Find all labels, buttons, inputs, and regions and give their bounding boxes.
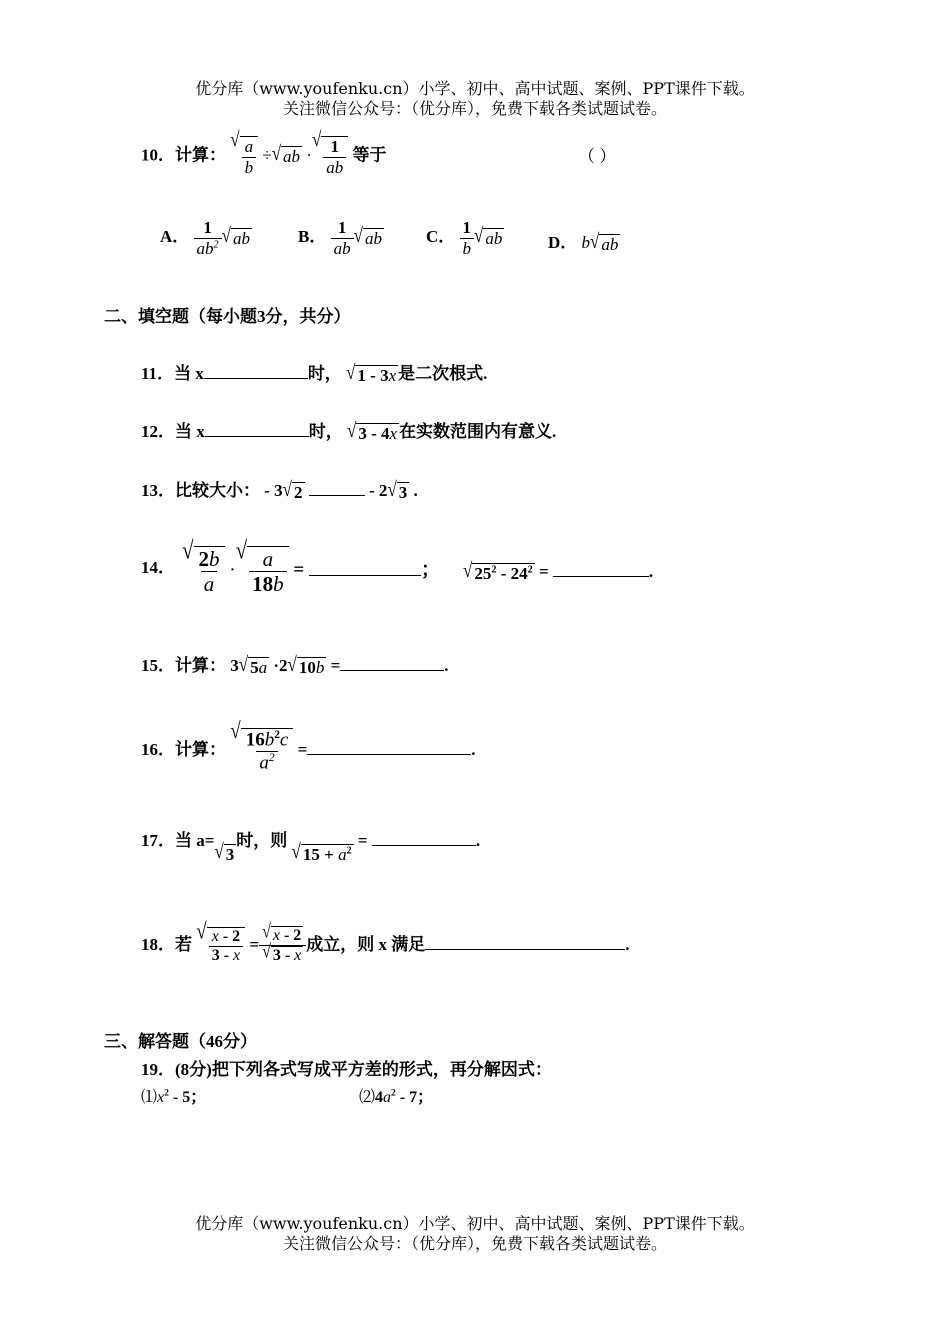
q17-blank[interactable]: [372, 845, 476, 846]
question-prefix: 计算：: [175, 145, 226, 165]
q14-blank-1[interactable]: [309, 575, 421, 576]
q17-text1: 当 a=: [175, 831, 215, 850]
question-11: 11．当 x 时， √ 1 - 3x 是二次根式.: [141, 360, 488, 385]
option-a-label: A．: [160, 226, 190, 246]
header-line-1: 优分库（www.youfenku.cn）小学、初中、高中试题、案例、PPT课件下载。: [195, 79, 755, 98]
q19-text: (8分)把下列各式写成平方差的形式，再分解因式：: [175, 1060, 552, 1079]
q14-blank-2[interactable]: [553, 576, 649, 577]
question-14b: √ $25^2 - 24^2$ = .: [463, 558, 654, 583]
q12-text1: 当 x: [175, 422, 205, 441]
answer-paren: （ ）: [578, 147, 617, 166]
q11-text3: 是二次根式.: [398, 364, 488, 383]
question-13: 13．比较大小： - 3 √ 2 - 2 √ 3 .: [141, 477, 418, 502]
q19-part-2: $⑵4a^2 - 7$；: [359, 1087, 434, 1106]
q13-text1: 比较大小：: [175, 481, 260, 500]
question-19: [141, 1055, 552, 1080]
question-number: 15．: [141, 656, 175, 675]
question-15: 15．计算： 3 √ 5a ·2 √ 10b = .: [141, 652, 449, 677]
q11-text1: 当 x: [174, 364, 204, 383]
question-17: 17．当 a= √ 3 时，则 √ $15 + a^2$ = .: [141, 831, 481, 864]
q12-blank[interactable]: [205, 436, 309, 437]
question-number: 17．: [141, 831, 175, 850]
q19-part2-label: ⑵: [359, 1089, 376, 1106]
header-line-2: 关注微信公众号：（优分库），免费下载各类试题试卷。: [282, 99, 667, 118]
question-14-number: 14．: [141, 558, 175, 577]
option-d-label: D．: [548, 233, 578, 252]
q18-text1: 若: [175, 934, 192, 954]
question-16: 16．计算： √ $\frac{16b^2c}{a^2}$ = .: [141, 718, 476, 774]
option-c-label: C．: [426, 226, 456, 246]
section-2-title: 二、填空题（每小题3分，共分）: [104, 307, 351, 326]
question-14: √ $\frac{2b}{a}$ · √ $\frac{a}{18b}$ = ；: [182, 535, 440, 597]
question-number: 11．: [141, 364, 175, 383]
question-12: 12．当 x 时， √ 3 - 4x 在实数范围内有意义.: [141, 418, 557, 443]
option-b[interactable]: B． $\frac{1}{ab}$ √ ab: [298, 218, 382, 258]
section-3-title: 三、解答题（46分）: [104, 1032, 257, 1051]
q11-text2: 时，: [307, 364, 342, 383]
q13-blank[interactable]: [309, 495, 365, 496]
question-suffix: 等于: [352, 145, 387, 165]
question-number: 13．: [141, 481, 175, 500]
question-number: 19．: [141, 1060, 175, 1079]
question-number: 12．: [141, 422, 175, 441]
option-d[interactable]: D． b √ ab: [548, 229, 619, 254]
q19-part1-label: ⑴: [141, 1089, 158, 1106]
option-b-label: B．: [298, 226, 327, 246]
q18-blank[interactable]: [425, 949, 625, 950]
q19-part-1: $⑴x^2 - 5$；: [141, 1087, 207, 1106]
q15-text1: 计算：: [175, 656, 226, 675]
q18-text2: 成立，则 x 满足: [306, 934, 426, 954]
question-18: 18．若 √ $\frac{x - 2}{3 - x}$ = √ x - 2 √ 3 - x 成立，则 x 满足 .: [141, 918, 630, 965]
q12-text2: 时，: [308, 422, 343, 441]
q11-blank[interactable]: [204, 378, 308, 379]
question-number: 10．: [141, 145, 175, 165]
question-10: 10．计算： √ $\frac{a}{b}$ ÷ √ ab · √ $\frac{1}{ab}$ 等于: [141, 127, 387, 177]
option-a[interactable]: A． $\frac{1}{ab^2}$ √ ab: [160, 218, 250, 258]
question-number: 18．: [141, 934, 175, 954]
option-c[interactable]: C． $\frac{1}{b}$ √ ab: [426, 218, 503, 258]
q15-blank[interactable]: [340, 670, 444, 671]
q16-text1: 计算：: [175, 740, 226, 760]
footer-line-2: 关注微信公众号：（优分库），免费下载各类试题试卷。: [282, 1234, 667, 1253]
q16-blank[interactable]: [307, 754, 471, 755]
footer-line-1: 优分库（www.youfenku.cn）小学、初中、高中试题、案例、PPT课件下载。: [195, 1214, 755, 1233]
sqrt-a-over-b: √ $\frac{a}{b}$: [230, 136, 258, 177]
question-number: 16．: [141, 740, 175, 760]
q12-text3: 在实数范围内有意义.: [399, 422, 557, 441]
q17-text2: 时，则: [236, 831, 288, 850]
